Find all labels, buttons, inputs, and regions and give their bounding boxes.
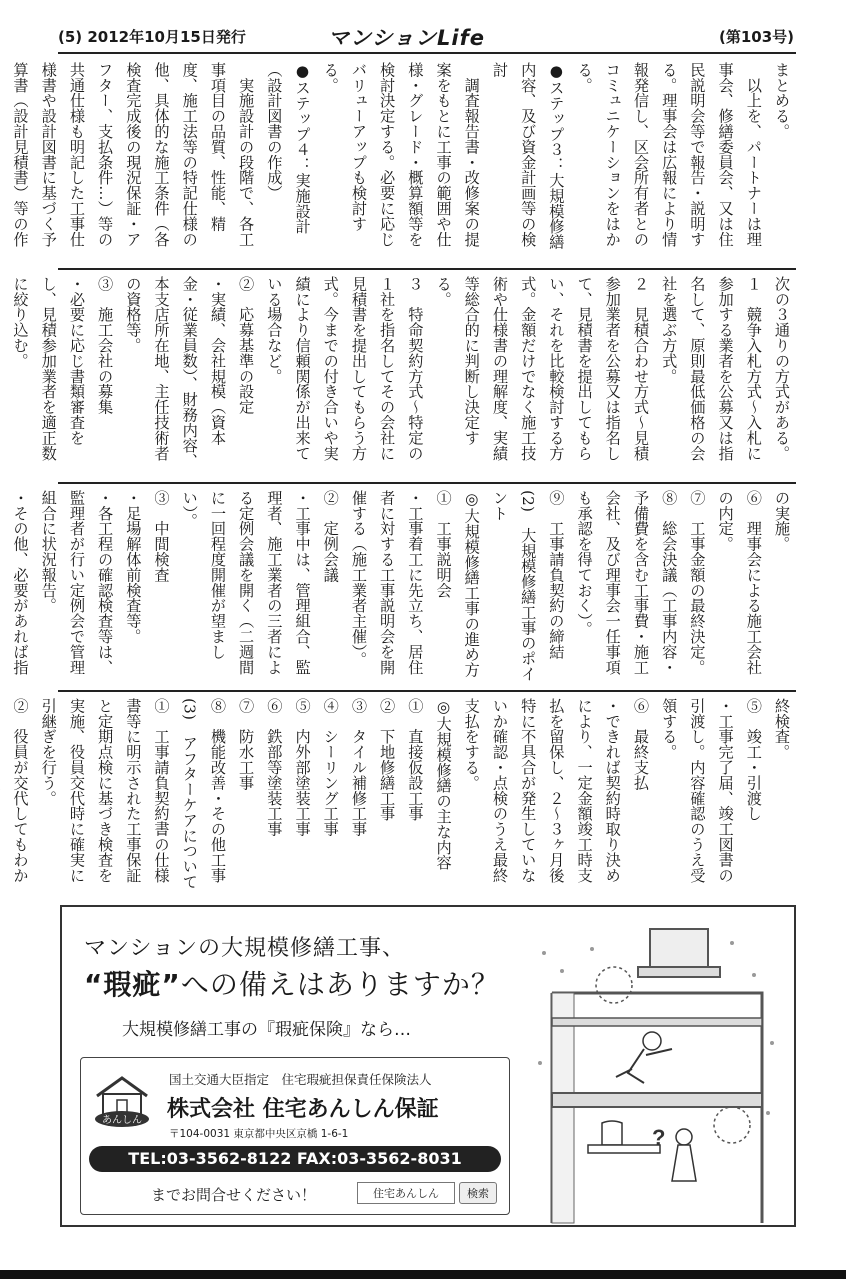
text-line: ② 定例会議 [321,490,340,583]
text-line: まとめる。 [773,62,791,139]
text-line: 支払をする。 [462,698,481,791]
text-line: 金・従業員数）、財務内容、 [180,276,199,469]
text-line: て、見積書を提出してもら [575,276,594,461]
masthead-title: マンションLife [328,26,486,50]
text-line: 案をもとに工事の範囲や仕 [434,62,453,247]
text-line: 本支店所在地、主任技術者 [152,276,171,461]
band-divider-2 [58,482,796,484]
text-line: ⑦ 防水工事 [237,698,256,791]
text-line: し、見積参加業者を適正数 [39,276,58,461]
text-line: ・足場解体前検査等。 [124,490,143,644]
text-line: ・工事中は、管理組合、監 [293,490,312,675]
text-line: る。 [434,276,453,307]
text-line: る。理事会は広報により情 [660,62,679,247]
text-line: 理者、施工業者の三者によ [265,490,284,675]
text-line: ・各工程の確認検査等は、 [96,490,115,675]
text-line: 民説明会等で報告・説明す [688,62,707,247]
text-line: ① 直接仮設工事 [406,698,425,822]
band-divider-1 [58,268,796,270]
text-line: いる場合など。 [265,276,284,384]
text-line: ⑧ 総会決議（工事内容・ [660,490,679,675]
text-line: ・実績、会社規模（資本 [208,276,227,446]
text-line: 払を留保し、２～３ヶ月後 [547,698,566,883]
text-line: 共通仕様も明記した工事仕 [67,62,86,247]
text-line: （設計図書の作成） [265,62,284,201]
text-line: いか確認・点検のうえ最終 [490,698,509,883]
page-header [58,22,794,52]
text-line: (2) 大規模修繕工事のポイ [519,490,538,682]
text-line: 参加する業者を公募又は指 [716,276,735,461]
text-line: ⑥ 最終支払 [631,698,650,791]
search-box: 住宅あんしん [357,1182,455,1204]
text-band-2 [11,276,796,476]
text-line: 事項目の品質、性能、精 [208,62,227,232]
text-line: の実施。 [773,490,791,552]
text-line: 実施、役員交代時に確実に [67,698,86,883]
text-line: ⑦ 工事金額の最終決定。 [688,490,707,675]
text-line: ③ タイル補修工事 [349,698,368,837]
logo-text: あんしん [102,1115,142,1126]
text-line: 催する（施工業者主催）。 [349,490,368,668]
text-line: ⑤ 竣工・引渡し [744,698,763,822]
text-line: 事会、修繕委員会、又は住 [716,62,735,247]
text-line: る定例会議を開く（二週間 [237,490,256,675]
text-line: ② 応募基準の設定 [237,276,256,415]
text-line: ⑨ 工事請負契約の締結 [547,490,566,660]
text-line: 参加業者を公募又は指名し [603,276,622,461]
text-line: ⑤ 内外部塗装工事 [293,698,312,837]
text-line: ① 工事請負契約書の仕様 [152,698,171,883]
text-line: い、それを比較検討する方 [547,276,566,461]
text-line: により、一定金額竣工時支 [575,698,594,883]
text-line: ④ シーリング工事 [321,698,340,837]
text-line: 会社、及び理事会一任事項 [603,490,622,675]
text-line: ② 役員が交代してもわか [11,698,30,883]
text-line: バリューアップも検討す [349,62,368,232]
text-line: ③ 中間検査 [152,490,171,583]
text-line: 術や仕様書の理解度、実績 [490,276,509,461]
text-line: 引継ぎを行う。 [39,698,58,806]
ad-subline: 大規模修繕工事の『瑕疵保険』なら… [122,1020,411,1040]
text-line: １ 競争入札方式～入札に [744,276,763,461]
ad-question [84,963,500,1003]
search-button: 検索 [459,1182,497,1204]
ad-headline: マンションの大規模修繕工事、 [84,936,406,961]
advertisement [60,905,796,1227]
text-line: 様・グレード・概算額等を [406,62,425,247]
text-line: 社を選ぶ方式。 [660,276,679,384]
text-line: に絞り込む。 [11,276,30,369]
text-line: 書等に明示された工事保証 [124,698,143,883]
text-line: 内容、及び資金計画等の検 [519,62,538,247]
text-line: ・工事着工に先立ち、居住 [406,490,425,675]
text-line: 等総合的に判断し決定す [462,276,481,446]
text-line: 終検査。 [773,698,791,760]
text-line: 度、施工法等の特記仕様の [180,62,199,247]
text-line: 組合に状況報告。 [39,490,58,614]
text-line: ●ステップ４：実施設計 [293,62,312,235]
text-line [0,698,6,890]
contact-prompt: までお問合せください！ [151,1186,317,1204]
issue-date: (5) 2012年10月15日発行 [58,28,246,46]
svg-text:?: ? [652,1125,666,1150]
text-line: ⑧ 機能改善・その他工事 [208,698,227,883]
text-line: と定期点検に基づき検査を [96,698,115,883]
text-line: の内定。 [716,490,735,552]
text-line: 式。金額だけでなく施工技 [519,276,538,461]
text-line: る。 [321,62,340,93]
text-line: 調査報告書・改修案の提 [462,62,481,247]
text-line: 績により信頼関係が出来て [293,276,312,461]
text-line: 次の３通りの方式がある。 [773,276,791,461]
text-line: 領する。 [660,698,679,760]
text-line: 式。今までの付き合いや実 [321,276,340,461]
text-line: 特に不具合が発生していな [519,698,538,883]
text-line: ２ 見積合わせ方式～見積 [631,276,650,461]
text-line: に一回程度開催が望ましい）。 [180,490,227,660]
house-logo-icon [93,1072,151,1128]
text-line: ント [490,490,509,521]
text-line: 実施設計の段階で、各工 [237,62,256,247]
text-line: ３ 特命契約方式～特定の [406,276,425,461]
text-line: ・必要に応じ書類審査を [67,276,86,446]
ad-question-rest: への備えはありますか？ [180,968,500,1001]
text-line: 算書（設計見積書）等の作 [11,62,30,247]
company-designation: 国土交通大臣指定 住宅瑕疵担保責任保険法人 [169,1072,432,1087]
text-band-4 [11,698,796,890]
header-rule [58,52,796,54]
building-leak-illustration [532,923,782,1223]
band-divider-3 [58,690,796,692]
text-line: フター、支払条件…）等の [96,62,115,247]
text-line: 名して、原則最低価格の会 [688,276,707,461]
text-line: ・できれば契約時取り決め [603,698,622,883]
text-line: 検討決定する。必要に応じ [378,62,397,247]
text-line: の資格等。 [124,276,143,353]
text-line: ③ 施工会社の募集 [96,276,115,415]
text-band-3 [11,490,796,686]
issue-number: (第103号) [718,28,794,46]
company-address: 〒104-0031 東京都中央区京橋 1-6-1 [169,1128,349,1140]
text-line: 監理者が行い定例会で管理 [67,490,86,675]
text-line: も承認を得ておく）。 [575,490,594,637]
text-line: ・その他、必要があれば指 [11,490,30,675]
text-line: 他、具体的な施工条件（各 [152,62,171,247]
page-bottom-rule [0,1270,846,1279]
text-line: ◎大規模修繕の主な内容 [434,698,453,871]
text-line: 見積書を提出してもらう方 [349,276,368,461]
company-name: 株式会社 住宅あんしん保証 [167,1097,439,1122]
text-line: 以上を、パートナーは理 [744,62,763,247]
company-box [80,1057,510,1215]
ad-keyword: “瑕疵” [84,968,181,1001]
text-band-1 [11,62,796,262]
text-line: １社を指名してその会社に [378,276,397,461]
text-line: ◎大規模修繕工事の進め方 [462,490,481,678]
text-line: 者に対する工事説明会を開 [378,490,397,675]
text-line: ●ステップ３：大規模修繕 [547,62,566,250]
text-line: 予備費を含む工事費・施工 [631,490,650,675]
text-line [0,276,6,476]
text-line: (3) アフターケアについて [180,698,199,890]
text-line: ⑥ 鉄部等塗装工事 [265,698,284,837]
text-line: 報発信し、区会所有者との [631,62,650,247]
text-line: ⑥ 理事会による施工会社 [744,490,763,675]
text-line: ・工事完了届、竣工図書の [716,698,735,883]
text-line: 討 [490,62,509,78]
text-line: ② 下地修繕工事 [378,698,397,822]
text-line: 様書や設計図書に基づく予 [39,62,58,247]
text-line: 検査完成後の現況保証・ア [124,62,143,247]
text-line: コミュニケーションをはかる。 [575,62,622,247]
text-line: 引渡し。内容確認のうえ受 [688,698,707,883]
tel-fax-bar: TEL:03-3562-8122 FAX:03-3562-8031 [89,1146,501,1172]
text-line: ① 工事説明会 [434,490,453,598]
